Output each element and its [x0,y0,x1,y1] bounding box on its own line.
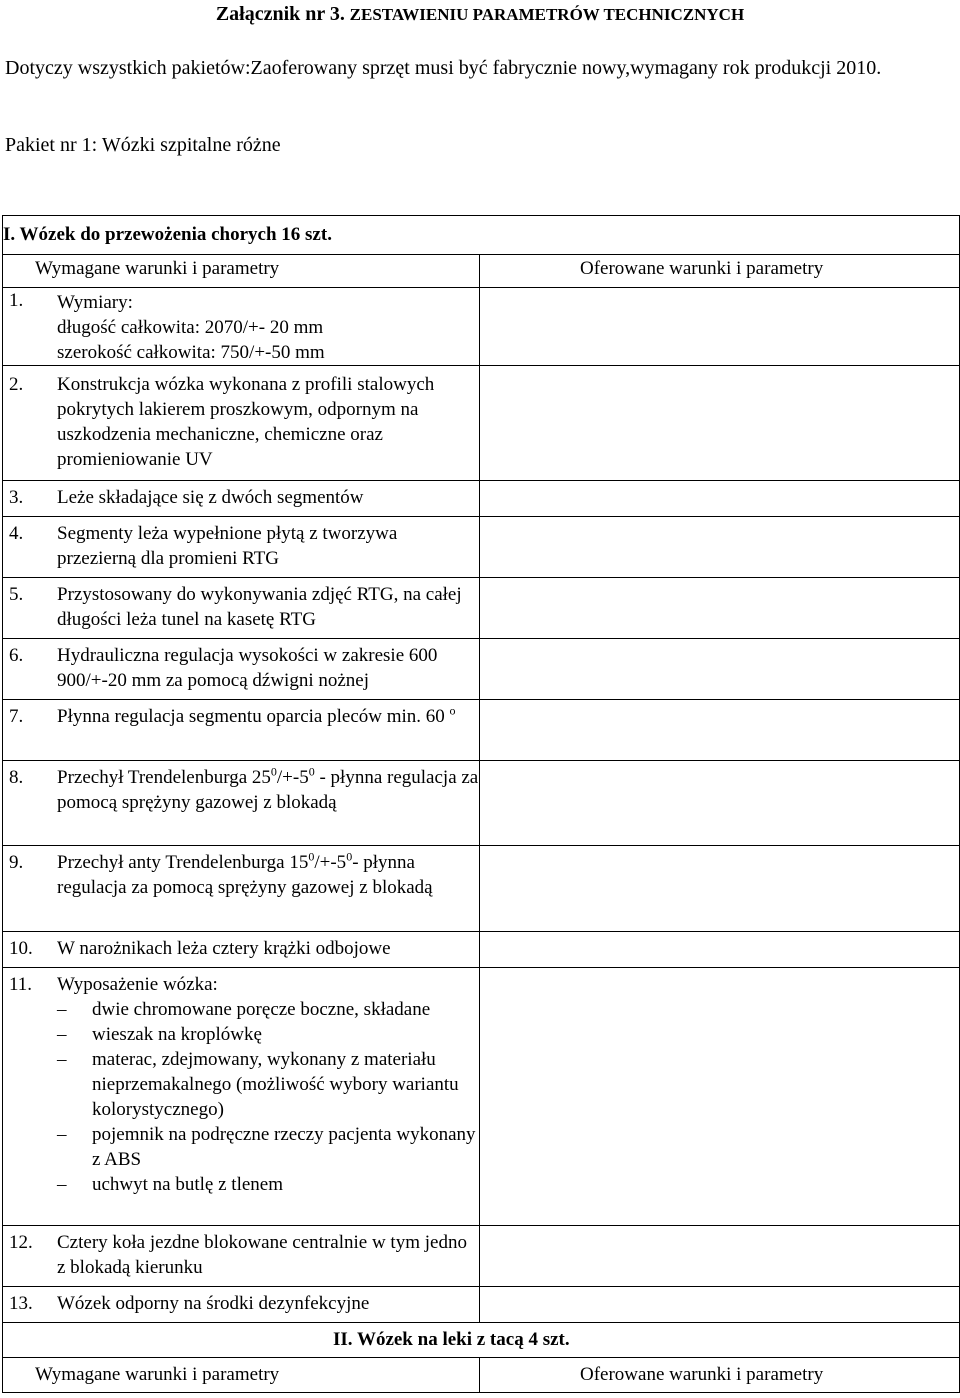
offered-cell[interactable] [480,700,960,761]
item-text: Wózek odporny na środki dezynfekcyjne [57,1293,370,1314]
offered-cell[interactable] [480,366,960,481]
item-text: Konstrukcja wózka wykonana z profili stalowych pokrytych lakierem proszkowym, odpornym na uszkodzenia mechaniczne, chemiczne oraz promieniowanie UV [57,374,435,470]
list-item [3,1287,479,1322]
offered-cell[interactable] [480,288,960,366]
table-row [3,932,960,968]
list-item [3,288,479,365]
parameters-table [2,215,960,1393]
table-row [3,846,960,932]
table-row [3,517,960,578]
section2-header-required: Wymagane warunki i parametry [3,1358,480,1393]
item-detail: szerokość całkowita: 750/+-50 mm [57,342,325,363]
list-item [3,366,479,478]
offered-cell[interactable] [480,1226,960,1287]
subitem: – pojemnik na podręczne rzeczy pacjenta wykonany z ABS [57,1124,476,1170]
item-number: 4. [9,523,24,544]
list-item [3,846,479,906]
item-text: Segmenty leża wypełnione płytą z tworzywa przezierną dla promieni RTG [57,523,398,569]
package-title: Pakiet nr 1: Wózki szpitalne różne [5,134,281,156]
list-item [3,578,479,638]
subitem: – wieszak na kroplówkę [57,1024,262,1045]
offered-cell[interactable] [480,517,960,578]
item-detail: długość całkowita: 2070/+- 20 mm [57,317,324,338]
item-number: 13. [9,1293,33,1314]
item-number: 12. [9,1232,33,1253]
item-number: 7. [9,706,24,727]
offered-cell[interactable] [480,639,960,700]
item-text: Przechył anty Trendelenburga $15^0/+-5^0-$ płynna regulacja za pomocą sprężyny gazowej z blokadą [57,849,433,898]
section1-header-offered: Oferowane warunki i parametry [480,255,960,288]
section1-header-row [3,255,960,288]
list-item [3,481,479,516]
list-item [3,968,479,1203]
item-text: Przystosowany do wykonywania zdjęć RTG, na całej długości leża tunel na kasetę RTG [57,584,462,630]
subitem: – uchwyt na butlę z tlenem [57,1174,283,1195]
item-number: 2. [9,374,24,395]
item-text: Przechył Trendelenburga $25^0/+-5^0$ - płynna regulacja za pomocą sprężyny gazowej z blokadą [57,764,479,813]
list-item [3,1226,479,1286]
item-text: Cztery koła jezdne blokowane centralnie w tym jedno z blokadą kierunku [57,1232,467,1278]
item-number: 8. [9,767,24,788]
table-row [3,1287,960,1323]
document-title [0,3,960,26]
section1-title: I. Wózek do przewożenia chorych 16 szt. [3,216,960,255]
item-text: W narożnikach leża cztery krążki odbojowe [57,938,391,959]
section2-title: II. Wózek na leki z tacą 4 szt. [3,1323,960,1358]
table-row [3,578,960,639]
item-number: 1. [9,290,24,311]
subitem: – dwie chromowane poręcze boczne, składane [57,999,431,1020]
item-text: Wymiary: [57,292,133,313]
item-text: Hydrauliczna regulacja wysokości w zakresie 600 900/+-20 mm za pomocą dźwigni nożnej [57,645,438,691]
item-number: 9. [9,852,24,873]
offered-cell[interactable] [480,578,960,639]
offered-cell[interactable] [480,481,960,517]
section1-header-required: Wymagane warunki i parametry [3,255,480,288]
section2-title-row [3,1323,960,1358]
offered-cell[interactable] [480,1287,960,1323]
table-row [3,761,960,846]
list-item [3,932,479,967]
section2-header-row [3,1358,960,1393]
item-text: Płynna regulacja segmentu oparcia pleców min. 60 $^o$ [57,703,456,727]
item-number: 10. [9,938,33,959]
table-row [3,700,960,761]
list-item [3,761,479,821]
item-number: 3. [9,487,24,508]
list-item [3,517,479,577]
table-row [3,1226,960,1287]
table-row [3,366,960,481]
item-number: 5. [9,584,24,605]
section1-title-row [3,216,960,255]
list-item [3,700,479,735]
offered-cell[interactable] [480,846,960,932]
table-row [3,288,960,366]
item-number: 11. [9,974,33,995]
title-prefix: Załącznik nr 3. [215,3,345,25]
offered-cell[interactable] [480,968,960,1226]
item-text: Leże składające się z dwóch segmentów [57,487,364,508]
offered-cell[interactable] [480,932,960,968]
table-row [3,968,960,1226]
title-main: ZESTAWIENIU PARAMETRÓW TECHNICZNYCH [349,5,745,24]
item-text: Wyposażenie wózka: [57,974,218,995]
list-item [3,639,479,699]
item-number: 6. [9,645,24,666]
subitem: – materac, zdejmowany, wykonany z materiału nieprzemakalnego (możliwość wybory wariantu kolorystycznego) [57,1049,459,1120]
table-row [3,639,960,700]
section2-header-offered: Oferowane warunki i parametry [480,1358,960,1393]
table-row [3,481,960,517]
intro-paragraph: Dotyczy wszystkich pakietów:Zaoferowany sprzęt musi być fabrycznie nowy,wymagany rok produkcji 2010. [5,57,882,79]
offered-cell[interactable] [480,761,960,846]
